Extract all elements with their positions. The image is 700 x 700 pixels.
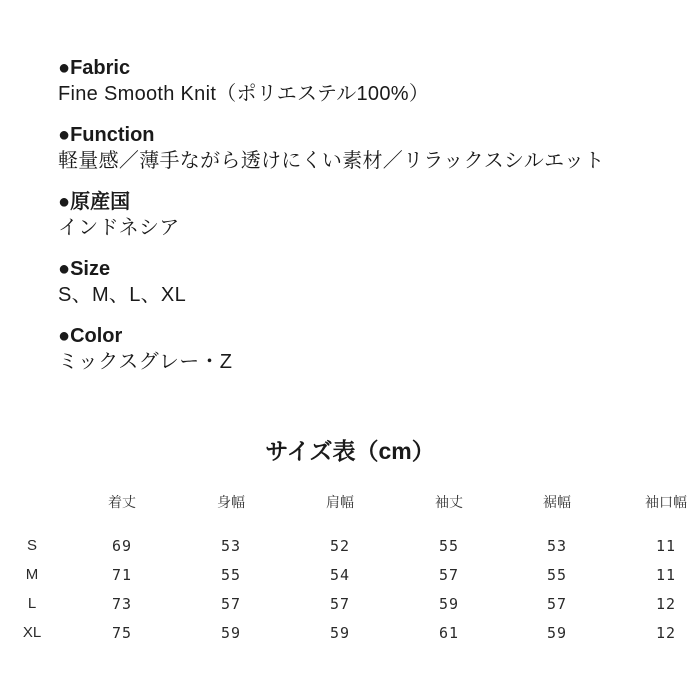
spec-heading: ●原産国 (58, 191, 131, 213)
measurement-cell: 75 (111, 624, 133, 642)
size-label: XL (22, 624, 42, 641)
size-label: M (25, 566, 39, 583)
spec-value: 軽量感／薄手ながら透けにくい素材／リラックスシルエット (58, 150, 605, 172)
spec-heading: ●Size (58, 258, 111, 280)
spec-heading: ●Function (58, 124, 155, 146)
measurement-cell: 59 (438, 595, 460, 613)
measurement-cell: 53 (546, 537, 568, 555)
column-header: 身幅 (217, 494, 245, 510)
measurement-cell: 12 (655, 595, 677, 613)
size-label: L (27, 595, 37, 612)
measurement-cell: 61 (438, 624, 460, 642)
measurement-cell: 73 (111, 595, 133, 613)
column-header: 袖丈 (435, 494, 463, 510)
size-table-title: サイズ表（cm） (265, 438, 435, 464)
measurement-cell: 57 (329, 595, 351, 613)
spec-heading: ●Color (58, 325, 123, 347)
measurement-cell: 11 (655, 537, 677, 555)
measurement-cell: 55 (546, 566, 568, 584)
measurement-cell: 59 (546, 624, 568, 642)
measurement-cell: 54 (329, 566, 351, 584)
measurement-cell: 12 (655, 624, 677, 642)
measurement-cell: 57 (438, 566, 460, 584)
column-header: 着丈 (108, 494, 136, 510)
size-label: S (26, 537, 38, 554)
measurement-cell: 59 (329, 624, 351, 642)
measurement-cell: 52 (329, 537, 351, 555)
measurement-cell: 57 (546, 595, 568, 613)
column-header: 袖口幅 (645, 494, 687, 510)
measurement-cell: 55 (438, 537, 460, 555)
spec-value: ミックスグレー・Z (58, 351, 233, 373)
spec-value: インドネシア (58, 217, 180, 239)
spec-value: Fine Smooth Knit（ポリエステル100%） (58, 83, 430, 105)
measurement-cell: 55 (220, 566, 242, 584)
column-header: 肩幅 (326, 494, 354, 510)
spec-heading: ●Fabric (58, 57, 131, 79)
spec-value: S、M、L、XL (58, 284, 186, 306)
measurement-cell: 11 (655, 566, 677, 584)
measurement-cell: 69 (111, 537, 133, 555)
column-header: 裾幅 (543, 494, 571, 510)
measurement-cell: 59 (220, 624, 242, 642)
measurement-cell: 57 (220, 595, 242, 613)
measurement-cell: 53 (220, 537, 242, 555)
measurement-cell: 71 (111, 566, 133, 584)
